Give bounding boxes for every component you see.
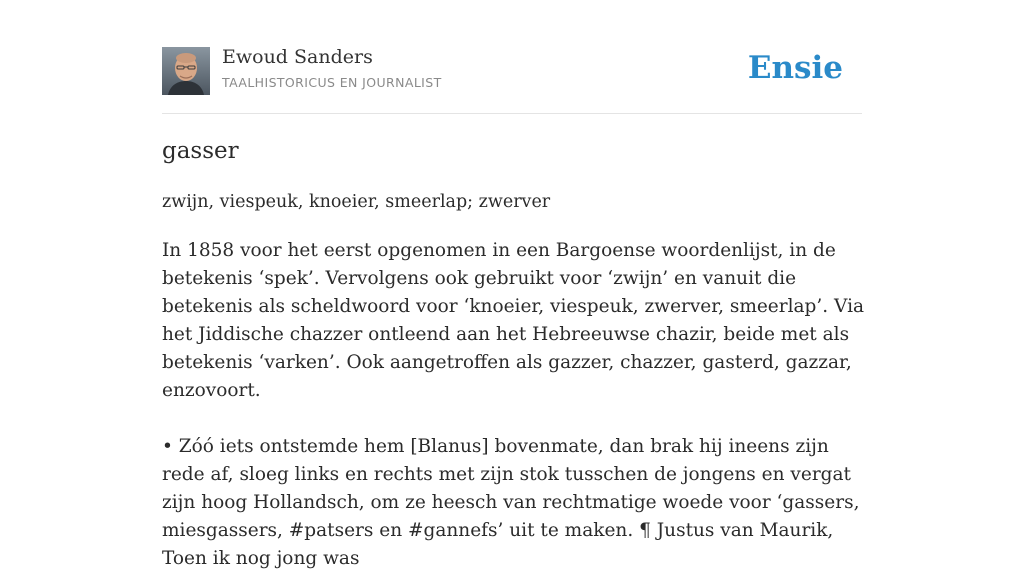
- author-title: TAALHISTORICUS EN JOURNALIST: [222, 75, 442, 90]
- entry-body: [162, 237, 867, 573]
- header-divider: [162, 113, 862, 114]
- author-name[interactable]: Ewoud Sanders: [222, 46, 373, 68]
- avatar-portrait-icon: [162, 47, 210, 95]
- paragraph-spacer: [162, 405, 867, 433]
- entry-page: [162, 0, 865, 569]
- author-avatar[interactable]: [162, 47, 210, 95]
- entry-headword: gasser: [162, 138, 239, 164]
- entry-synonyms: zwijn, viespeuk, knoeier, smeerlap; zwerver: [162, 192, 551, 212]
- author-header: [162, 46, 862, 96]
- ensie-logo[interactable]: Ensie: [747, 50, 843, 86]
- entry-paragraph-definition: In 1858 voor het eerst opgenomen in een Bargoense woordenlijst, in de betekenis ‘spek’. Vervolgens ook gebruikt voor ‘zwijn’ en vanuit die betekenis als scheldwoord voor ‘knoeier, viespeuk, zwerver, smeerlap’. Via het Jiddische chazzer ontleend aan het Hebreeuwse chazir, beide met als betekenis ‘varken’. Ook aangetroffen als gazzer, chazzer, gasterd, gazzar, enzovoort.: [162, 240, 865, 401]
- entry-paragraph-quotation: • Zóó iets ontstemde hem [Blanus] bovenmate, dan brak hij ineens zijn rede af, sloeg links en rechts met zijn stok tusschen de jongens en vergat zijn hoog Hollandsch, om ze heesch van rechtmatige woede voor ‘gassers, miesgassers, #patsers en #gannefs’ uit te maken. ¶ Justus van Maurik, Toen ik nog jong was: [162, 436, 860, 569]
